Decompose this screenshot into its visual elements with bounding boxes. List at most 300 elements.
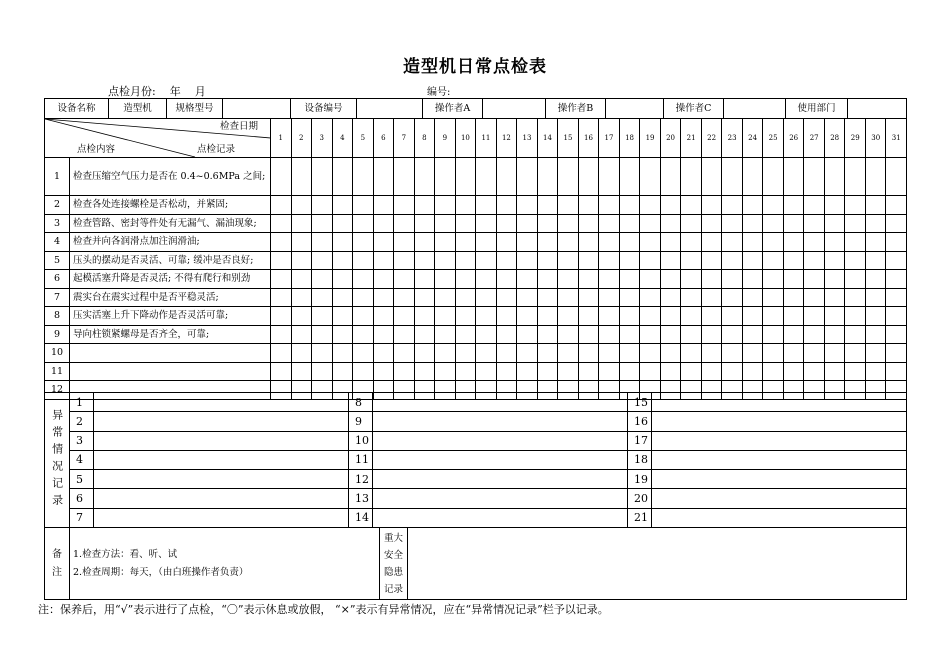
check-cell[interactable] (291, 270, 312, 289)
check-cell[interactable] (824, 233, 845, 252)
check-cell[interactable] (271, 233, 292, 252)
check-cell[interactable] (742, 158, 763, 196)
check-cell[interactable] (845, 196, 866, 215)
check-cell[interactable] (414, 196, 435, 215)
check-cell[interactable] (578, 325, 599, 344)
check-cell[interactable] (353, 233, 374, 252)
check-cell[interactable] (558, 270, 579, 289)
check-cell[interactable] (578, 362, 599, 381)
check-cell[interactable] (619, 233, 640, 252)
check-cell[interactable] (763, 214, 784, 233)
check-cell[interactable] (701, 158, 722, 196)
check-cell[interactable] (865, 344, 886, 363)
check-cell[interactable] (394, 344, 415, 363)
check-cell[interactable] (435, 158, 456, 196)
check-cell[interactable] (763, 288, 784, 307)
check-cell[interactable] (701, 288, 722, 307)
check-cell[interactable] (394, 251, 415, 270)
check-cell[interactable] (701, 251, 722, 270)
abnormal-entry[interactable] (373, 450, 628, 469)
check-cell[interactable] (312, 288, 333, 307)
check-cell[interactable] (271, 196, 292, 215)
check-cell[interactable] (332, 251, 353, 270)
check-cell[interactable] (373, 270, 394, 289)
check-cell[interactable] (558, 344, 579, 363)
check-cell[interactable] (804, 196, 825, 215)
check-cell[interactable] (804, 158, 825, 196)
check-cell[interactable] (414, 251, 435, 270)
check-cell[interactable] (517, 288, 538, 307)
check-cell[interactable] (435, 233, 456, 252)
check-cell[interactable] (312, 214, 333, 233)
check-cell[interactable] (517, 270, 538, 289)
check-cell[interactable] (291, 214, 312, 233)
check-cell[interactable] (701, 196, 722, 215)
check-cell[interactable] (640, 214, 661, 233)
check-cell[interactable] (783, 325, 804, 344)
check-cell[interactable] (804, 325, 825, 344)
check-cell[interactable] (599, 307, 620, 326)
check-cell[interactable] (558, 251, 579, 270)
check-cell[interactable] (537, 251, 558, 270)
check-cell[interactable] (763, 158, 784, 196)
check-cell[interactable] (476, 344, 497, 363)
check-cell[interactable] (681, 270, 702, 289)
check-cell[interactable] (517, 344, 538, 363)
check-cell[interactable] (763, 270, 784, 289)
check-cell[interactable] (353, 307, 374, 326)
check-cell[interactable] (845, 344, 866, 363)
check-cell[interactable] (865, 362, 886, 381)
check-cell[interactable] (783, 362, 804, 381)
check-cell[interactable] (455, 270, 476, 289)
check-cell[interactable] (394, 288, 415, 307)
check-cell[interactable] (722, 362, 743, 381)
check-cell[interactable] (332, 307, 353, 326)
check-cell[interactable] (701, 325, 722, 344)
check-cell[interactable] (537, 196, 558, 215)
abnormal-entry[interactable] (652, 412, 907, 431)
check-cell[interactable] (373, 233, 394, 252)
check-cell[interactable] (865, 233, 886, 252)
abnormal-entry[interactable] (652, 470, 907, 489)
check-cell[interactable] (332, 158, 353, 196)
check-cell[interactable] (640, 362, 661, 381)
check-cell[interactable] (742, 214, 763, 233)
check-cell[interactable] (517, 196, 538, 215)
check-cell[interactable] (824, 288, 845, 307)
check-cell[interactable] (517, 158, 538, 196)
check-cell[interactable] (804, 214, 825, 233)
check-cell[interactable] (640, 325, 661, 344)
check-cell[interactable] (394, 214, 415, 233)
check-cell[interactable] (373, 288, 394, 307)
check-cell[interactable] (578, 214, 599, 233)
check-cell[interactable] (476, 251, 497, 270)
abnormal-entry[interactable] (94, 450, 349, 469)
check-cell[interactable] (435, 251, 456, 270)
check-cell[interactable] (681, 325, 702, 344)
check-cell[interactable] (291, 344, 312, 363)
check-cell[interactable] (414, 288, 435, 307)
check-cell[interactable] (291, 158, 312, 196)
check-cell[interactable] (804, 307, 825, 326)
check-cell[interactable] (742, 196, 763, 215)
check-cell[interactable] (271, 214, 292, 233)
check-cell[interactable] (865, 196, 886, 215)
check-cell[interactable] (865, 288, 886, 307)
check-cell[interactable] (271, 307, 292, 326)
check-cell[interactable] (742, 362, 763, 381)
check-cell[interactable] (763, 233, 784, 252)
check-cell[interactable] (476, 270, 497, 289)
check-cell[interactable] (578, 344, 599, 363)
check-cell[interactable] (373, 196, 394, 215)
check-cell[interactable] (517, 325, 538, 344)
check-cell[interactable] (701, 307, 722, 326)
check-cell[interactable] (435, 288, 456, 307)
check-cell[interactable] (353, 344, 374, 363)
check-cell[interactable] (537, 233, 558, 252)
check-cell[interactable] (455, 233, 476, 252)
check-cell[interactable] (517, 362, 538, 381)
check-cell[interactable] (619, 214, 640, 233)
check-cell[interactable] (599, 325, 620, 344)
check-cell[interactable] (824, 344, 845, 363)
check-cell[interactable] (312, 196, 333, 215)
check-cell[interactable] (619, 362, 640, 381)
check-cell[interactable] (742, 233, 763, 252)
info-cell-13[interactable] (848, 99, 907, 119)
abnormal-entry[interactable] (373, 431, 628, 450)
check-cell[interactable] (414, 233, 435, 252)
check-cell[interactable] (373, 214, 394, 233)
check-cell[interactable] (886, 344, 907, 363)
major-hazard-record[interactable] (408, 528, 907, 600)
check-cell[interactable] (681, 344, 702, 363)
check-cell[interactable] (681, 362, 702, 381)
check-cell[interactable] (824, 214, 845, 233)
check-cell[interactable] (496, 344, 517, 363)
check-cell[interactable] (660, 196, 681, 215)
check-cell[interactable] (353, 214, 374, 233)
check-cell[interactable] (845, 307, 866, 326)
abnormal-entry[interactable] (652, 431, 907, 450)
check-cell[interactable] (353, 288, 374, 307)
check-cell[interactable] (599, 158, 620, 196)
check-cell[interactable] (558, 214, 579, 233)
check-cell[interactable] (640, 344, 661, 363)
check-cell[interactable] (701, 362, 722, 381)
check-cell[interactable] (312, 307, 333, 326)
check-cell[interactable] (476, 288, 497, 307)
check-cell[interactable] (619, 325, 640, 344)
check-cell[interactable] (373, 344, 394, 363)
check-cell[interactable] (824, 270, 845, 289)
check-cell[interactable] (783, 344, 804, 363)
check-cell[interactable] (353, 158, 374, 196)
check-cell[interactable] (783, 233, 804, 252)
check-cell[interactable] (353, 270, 374, 289)
check-cell[interactable] (435, 362, 456, 381)
check-cell[interactable] (332, 214, 353, 233)
check-cell[interactable] (845, 251, 866, 270)
check-cell[interactable] (681, 214, 702, 233)
check-cell[interactable] (271, 362, 292, 381)
check-cell[interactable] (660, 325, 681, 344)
check-cell[interactable] (722, 233, 743, 252)
check-cell[interactable] (394, 158, 415, 196)
check-cell[interactable] (599, 196, 620, 215)
check-cell[interactable] (599, 251, 620, 270)
check-cell[interactable] (886, 158, 907, 196)
check-cell[interactable] (558, 307, 579, 326)
check-cell[interactable] (414, 270, 435, 289)
check-cell[interactable] (373, 325, 394, 344)
abnormal-entry[interactable] (94, 412, 349, 431)
check-cell[interactable] (394, 196, 415, 215)
check-cell[interactable] (599, 233, 620, 252)
check-cell[interactable] (414, 362, 435, 381)
check-cell[interactable] (845, 270, 866, 289)
check-cell[interactable] (496, 196, 517, 215)
abnormal-entry[interactable] (373, 470, 628, 489)
check-cell[interactable] (660, 362, 681, 381)
check-cell[interactable] (783, 158, 804, 196)
check-cell[interactable] (722, 214, 743, 233)
abnormal-entry[interactable] (94, 431, 349, 450)
check-cell[interactable] (312, 158, 333, 196)
check-cell[interactable] (578, 288, 599, 307)
check-cell[interactable] (804, 251, 825, 270)
abnormal-entry[interactable] (652, 508, 907, 527)
check-cell[interactable] (496, 233, 517, 252)
check-cell[interactable] (476, 325, 497, 344)
check-cell[interactable] (845, 158, 866, 196)
check-cell[interactable] (722, 158, 743, 196)
check-cell[interactable] (476, 233, 497, 252)
check-cell[interactable] (271, 288, 292, 307)
check-cell[interactable] (599, 270, 620, 289)
check-cell[interactable] (763, 344, 784, 363)
check-cell[interactable] (783, 288, 804, 307)
check-cell[interactable] (763, 251, 784, 270)
check-cell[interactable] (681, 233, 702, 252)
check-cell[interactable] (291, 196, 312, 215)
check-cell[interactable] (476, 158, 497, 196)
check-cell[interactable] (558, 233, 579, 252)
check-cell[interactable] (496, 251, 517, 270)
check-cell[interactable] (332, 233, 353, 252)
check-cell[interactable] (742, 288, 763, 307)
check-cell[interactable] (537, 158, 558, 196)
check-cell[interactable] (681, 158, 702, 196)
check-cell[interactable] (824, 362, 845, 381)
check-cell[interactable] (476, 214, 497, 233)
check-cell[interactable] (537, 288, 558, 307)
check-cell[interactable] (619, 196, 640, 215)
check-cell[interactable] (599, 214, 620, 233)
check-cell[interactable] (558, 325, 579, 344)
check-cell[interactable] (312, 362, 333, 381)
check-cell[interactable] (619, 270, 640, 289)
check-cell[interactable] (332, 288, 353, 307)
abnormal-entry[interactable] (373, 489, 628, 508)
check-cell[interactable] (271, 325, 292, 344)
check-cell[interactable] (496, 307, 517, 326)
check-cell[interactable] (804, 288, 825, 307)
check-cell[interactable] (722, 270, 743, 289)
check-cell[interactable] (414, 214, 435, 233)
abnormal-entry[interactable] (652, 450, 907, 469)
check-cell[interactable] (291, 362, 312, 381)
check-cell[interactable] (517, 214, 538, 233)
check-cell[interactable] (537, 214, 558, 233)
check-cell[interactable] (886, 270, 907, 289)
check-cell[interactable] (455, 196, 476, 215)
check-cell[interactable] (332, 362, 353, 381)
check-cell[interactable] (558, 196, 579, 215)
check-cell[interactable] (660, 344, 681, 363)
check-cell[interactable] (804, 233, 825, 252)
check-cell[interactable] (312, 344, 333, 363)
check-cell[interactable] (865, 325, 886, 344)
check-cell[interactable] (455, 158, 476, 196)
check-cell[interactable] (455, 344, 476, 363)
check-cell[interactable] (660, 214, 681, 233)
check-cell[interactable] (394, 325, 415, 344)
check-cell[interactable] (845, 233, 866, 252)
check-cell[interactable] (537, 270, 558, 289)
check-cell[interactable] (496, 158, 517, 196)
check-cell[interactable] (332, 196, 353, 215)
info-cell-9[interactable] (606, 99, 664, 119)
check-cell[interactable] (783, 214, 804, 233)
check-cell[interactable] (742, 344, 763, 363)
check-cell[interactable] (845, 362, 866, 381)
check-cell[interactable] (312, 251, 333, 270)
check-cell[interactable] (824, 307, 845, 326)
check-cell[interactable] (660, 288, 681, 307)
info-cell-7[interactable] (483, 99, 546, 119)
check-cell[interactable] (845, 214, 866, 233)
check-cell[interactable] (640, 233, 661, 252)
check-cell[interactable] (681, 251, 702, 270)
check-cell[interactable] (435, 325, 456, 344)
check-cell[interactable] (373, 251, 394, 270)
check-cell[interactable] (640, 307, 661, 326)
check-cell[interactable] (599, 288, 620, 307)
check-cell[interactable] (701, 344, 722, 363)
check-cell[interactable] (578, 233, 599, 252)
check-cell[interactable] (373, 158, 394, 196)
check-cell[interactable] (824, 196, 845, 215)
check-cell[interactable] (722, 325, 743, 344)
check-cell[interactable] (558, 158, 579, 196)
check-cell[interactable] (640, 270, 661, 289)
check-cell[interactable] (537, 325, 558, 344)
check-cell[interactable] (886, 307, 907, 326)
check-cell[interactable] (537, 344, 558, 363)
check-cell[interactable] (353, 362, 374, 381)
check-cell[interactable] (476, 307, 497, 326)
check-cell[interactable] (701, 214, 722, 233)
check-cell[interactable] (824, 158, 845, 196)
check-cell[interactable] (599, 344, 620, 363)
check-cell[interactable] (886, 233, 907, 252)
check-cell[interactable] (435, 344, 456, 363)
check-cell[interactable] (763, 325, 784, 344)
check-cell[interactable] (804, 270, 825, 289)
check-cell[interactable] (619, 158, 640, 196)
abnormal-entry[interactable] (94, 489, 349, 508)
check-cell[interactable] (271, 270, 292, 289)
check-cell[interactable] (394, 270, 415, 289)
check-cell[interactable] (578, 251, 599, 270)
check-cell[interactable] (742, 270, 763, 289)
check-cell[interactable] (865, 251, 886, 270)
check-cell[interactable] (537, 362, 558, 381)
check-cell[interactable] (660, 158, 681, 196)
check-cell[interactable] (804, 344, 825, 363)
check-cell[interactable] (763, 196, 784, 215)
check-cell[interactable] (763, 362, 784, 381)
check-cell[interactable] (353, 325, 374, 344)
check-cell[interactable] (886, 288, 907, 307)
check-cell[interactable] (681, 288, 702, 307)
check-cell[interactable] (865, 214, 886, 233)
check-cell[interactable] (701, 270, 722, 289)
info-cell-11[interactable] (724, 99, 786, 119)
check-cell[interactable] (496, 270, 517, 289)
check-cell[interactable] (824, 325, 845, 344)
check-cell[interactable] (640, 158, 661, 196)
check-cell[interactable] (578, 196, 599, 215)
check-cell[interactable] (742, 307, 763, 326)
check-cell[interactable] (824, 251, 845, 270)
check-cell[interactable] (783, 307, 804, 326)
check-cell[interactable] (455, 362, 476, 381)
check-cell[interactable] (783, 251, 804, 270)
check-cell[interactable] (599, 362, 620, 381)
check-cell[interactable] (722, 251, 743, 270)
abnormal-entry[interactable] (373, 393, 628, 412)
check-cell[interactable] (435, 196, 456, 215)
check-cell[interactable] (783, 270, 804, 289)
check-cell[interactable] (886, 325, 907, 344)
check-cell[interactable] (271, 251, 292, 270)
check-cell[interactable] (435, 307, 456, 326)
check-cell[interactable] (865, 270, 886, 289)
check-cell[interactable] (660, 233, 681, 252)
check-cell[interactable] (312, 325, 333, 344)
check-cell[interactable] (886, 214, 907, 233)
check-cell[interactable] (558, 362, 579, 381)
info-cell-5[interactable] (357, 99, 423, 119)
check-cell[interactable] (640, 251, 661, 270)
check-cell[interactable] (517, 307, 538, 326)
check-cell[interactable] (517, 251, 538, 270)
check-cell[interactable] (742, 325, 763, 344)
abnormal-entry[interactable] (652, 393, 907, 412)
check-cell[interactable] (414, 158, 435, 196)
check-cell[interactable] (886, 362, 907, 381)
check-cell[interactable] (742, 251, 763, 270)
check-cell[interactable] (394, 362, 415, 381)
check-cell[interactable] (373, 362, 394, 381)
check-cell[interactable] (496, 214, 517, 233)
check-cell[interactable] (619, 251, 640, 270)
